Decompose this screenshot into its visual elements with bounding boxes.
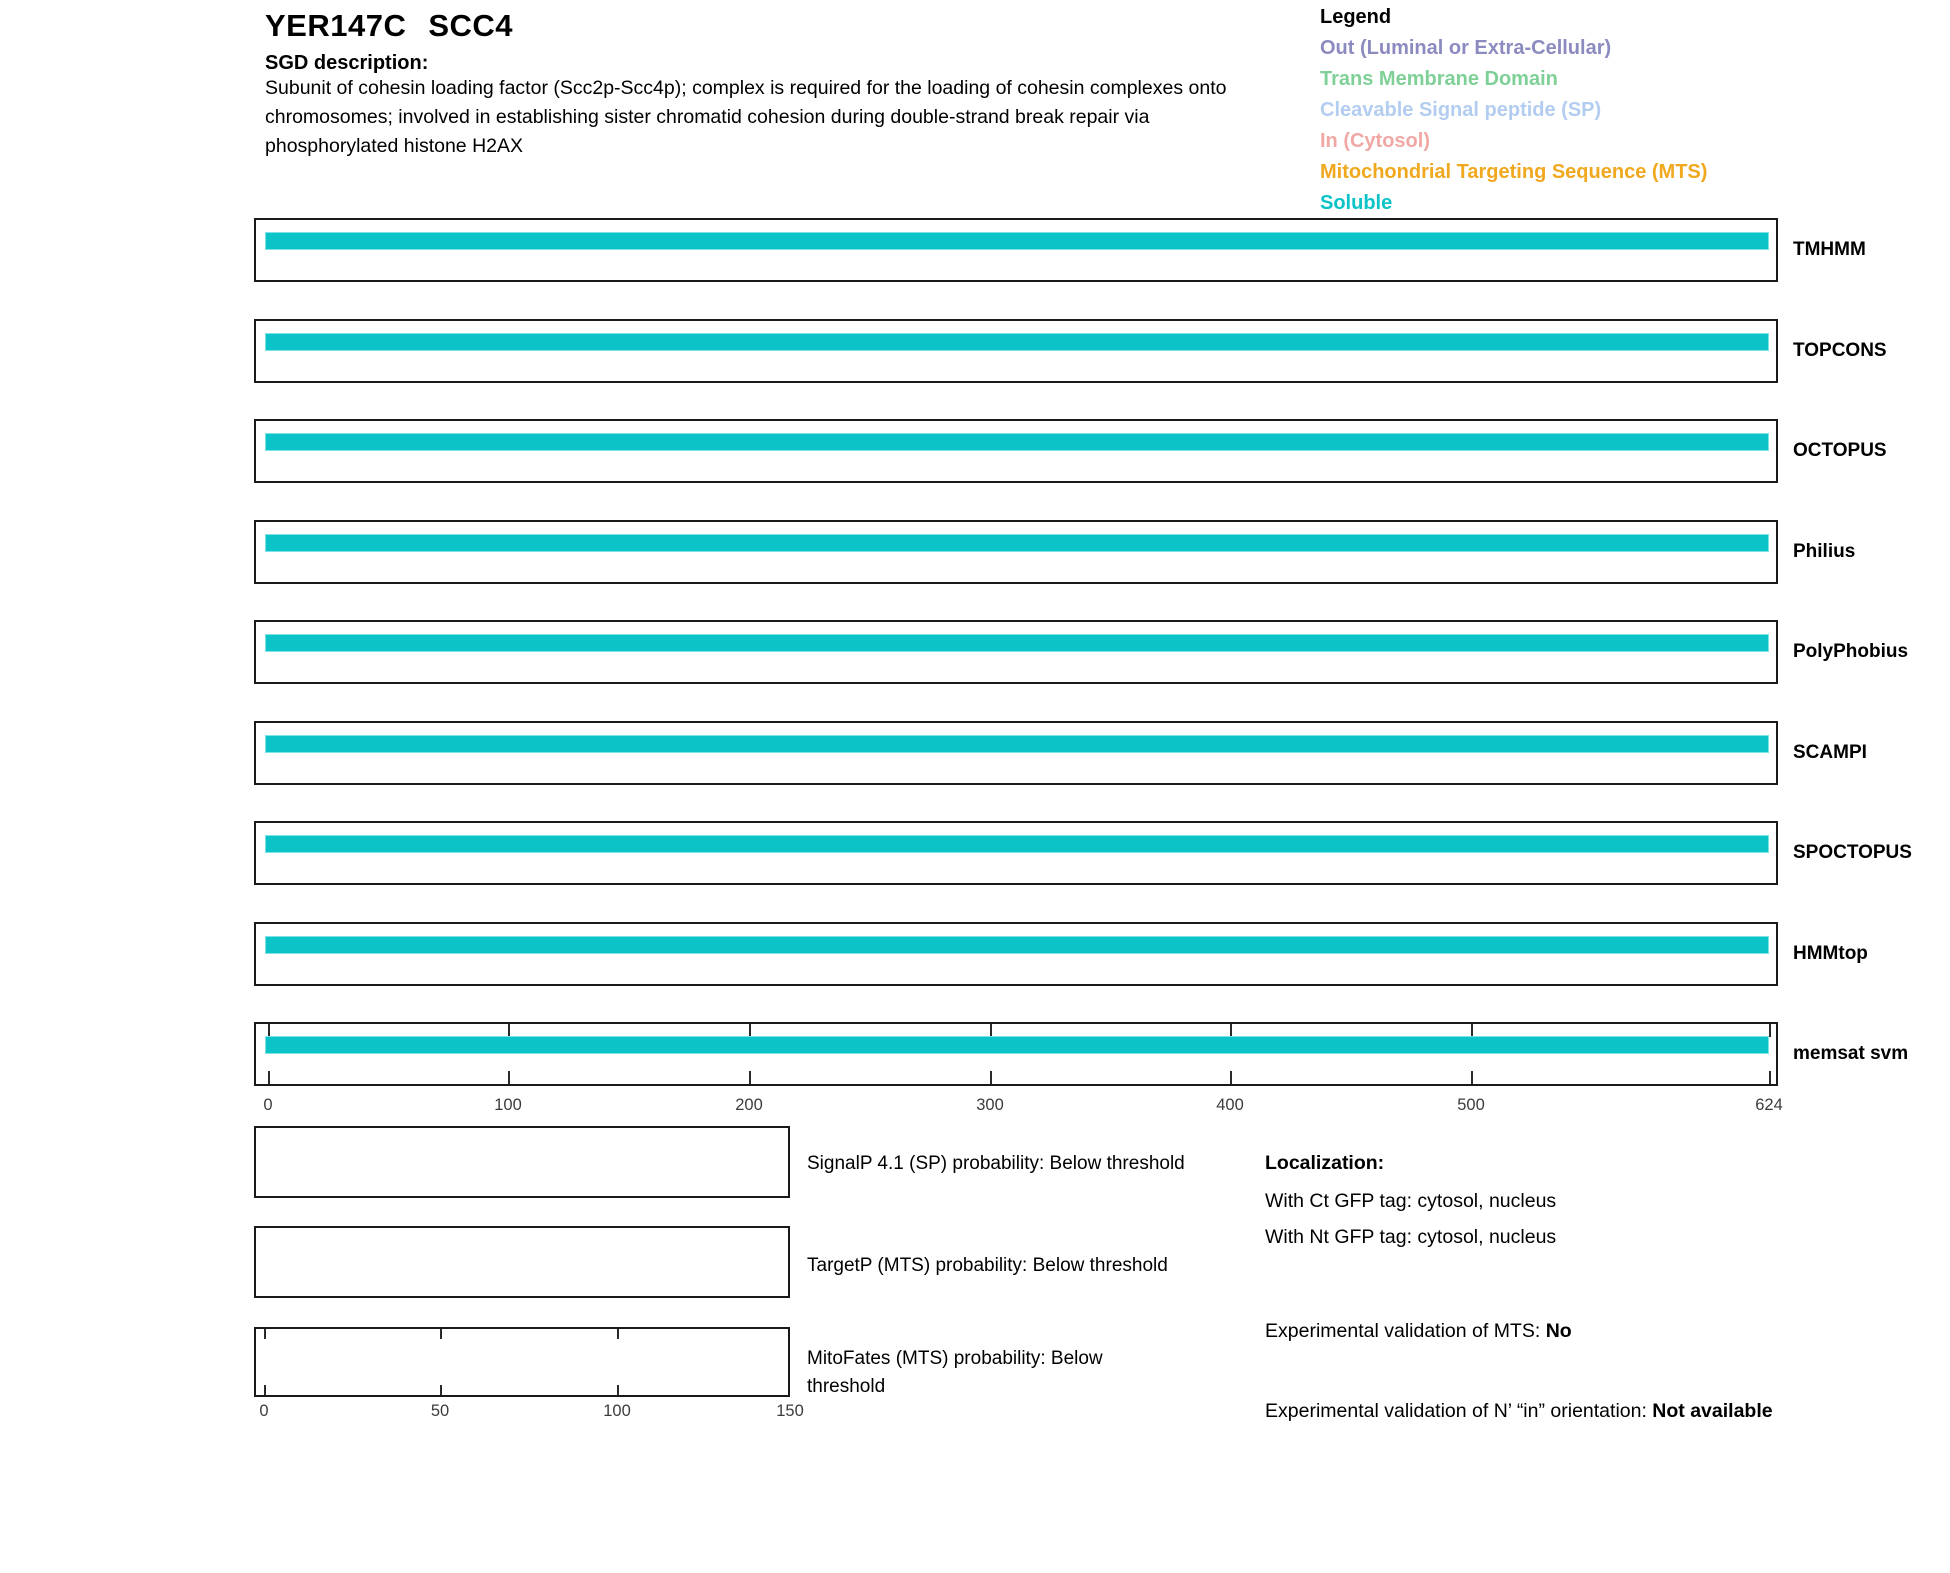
legend-item-trans-membrane: Trans Membrane Domain bbox=[1320, 68, 1558, 90]
axis-tick bbox=[1769, 1071, 1771, 1084]
prob-axis-label-100: 100 bbox=[603, 1402, 631, 1420]
residue-axis-label-500: 500 bbox=[1457, 1096, 1485, 1114]
localization-ct-line: With Ct GFP tag: cytosol, nucleus bbox=[1265, 1190, 1557, 1212]
axis-tick bbox=[440, 1385, 442, 1395]
track-box-polyphobius bbox=[254, 620, 1778, 684]
axis-tick bbox=[508, 1071, 510, 1084]
axis-tick bbox=[617, 1385, 619, 1395]
track-box-topcons bbox=[254, 319, 1778, 383]
prob-axis-label-0: 0 bbox=[259, 1402, 269, 1420]
axis-tick bbox=[440, 1329, 442, 1339]
axis-tick bbox=[990, 1071, 992, 1084]
residue-axis-label-624: 624 bbox=[1755, 1096, 1783, 1114]
mitofates-plot-box bbox=[254, 1327, 790, 1397]
soluble-bar bbox=[265, 1036, 1769, 1054]
soluble-bar bbox=[265, 232, 1769, 250]
prob-axis-label-50: 50 bbox=[430, 1402, 450, 1420]
residue-axis-label-100: 100 bbox=[494, 1096, 522, 1114]
orientation-validation-prefix: Experimental validation of N’ “in” orientation: bbox=[1265, 1400, 1653, 1422]
track-label-spoctopus: SPOCTOPUS bbox=[1793, 842, 1912, 863]
track-label-scampi: SCAMPI bbox=[1793, 742, 1867, 763]
legend-item-in-cytosol: In (Cytosol) bbox=[1320, 130, 1430, 152]
axis-tick bbox=[264, 1329, 266, 1339]
track-label-memsat-svm: memsat svm bbox=[1793, 1043, 1909, 1064]
legend-item-soluble: Soluble bbox=[1320, 192, 1393, 214]
axis-tick bbox=[617, 1329, 619, 1339]
targetp-plot-box bbox=[254, 1226, 790, 1298]
sgd-description-label: SGD description: bbox=[265, 52, 429, 74]
track-box-philius bbox=[254, 520, 1778, 584]
track-box-tmhmm bbox=[254, 218, 1778, 282]
soluble-bar bbox=[265, 835, 1769, 853]
track-label-hmmtop: HMMtop bbox=[1793, 943, 1868, 964]
residue-axis-label-400: 400 bbox=[1216, 1096, 1244, 1114]
legend-item-signal-peptide: Cleavable Signal peptide (SP) bbox=[1320, 99, 1602, 121]
orientation-validation-value: Not available bbox=[1652, 1400, 1773, 1422]
axis-tick bbox=[1471, 1071, 1473, 1084]
orf-name: YER147C bbox=[265, 8, 407, 43]
axis-tick bbox=[749, 1071, 751, 1084]
track-box-spoctopus bbox=[254, 821, 1778, 885]
track-label-polyphobius: PolyPhobius bbox=[1793, 641, 1909, 662]
legend-title: Legend bbox=[1320, 6, 1392, 28]
page-title bbox=[265, 8, 513, 44]
gene-name: SCC4 bbox=[428, 8, 514, 43]
axis-tick bbox=[1230, 1071, 1232, 1084]
residue-axis-label-200: 200 bbox=[735, 1096, 763, 1114]
track-box-memsat-svm bbox=[254, 1022, 1778, 1086]
axis-tick bbox=[1769, 1024, 1771, 1037]
targetp-caption: TargetP (MTS) probability: Below threshold bbox=[807, 1255, 1168, 1276]
legend-item-mts: Mitochondrial Targeting Sequence (MTS) bbox=[1320, 161, 1708, 183]
residue-axis-label-0: 0 bbox=[263, 1096, 273, 1114]
soluble-bar bbox=[265, 936, 1769, 954]
soluble-bar bbox=[265, 735, 1769, 753]
mitofates-caption: MitoFates (MTS) probability: Below threshold bbox=[807, 1348, 1103, 1397]
orientation-validation-line bbox=[1265, 1396, 1780, 1427]
axis-tick bbox=[268, 1071, 270, 1084]
legend bbox=[1320, 2, 1707, 219]
track-label-tmhmm: TMHMM bbox=[1793, 239, 1866, 260]
track-label-topcons: TOPCONS bbox=[1793, 340, 1887, 361]
signalp-caption: SignalP 4.1 (SP) probability: Below threshold bbox=[807, 1153, 1185, 1174]
track-label-philius: Philius bbox=[1793, 541, 1856, 562]
soluble-bar bbox=[265, 433, 1769, 451]
track-box-octopus bbox=[254, 419, 1778, 483]
localization-nt-line: With Nt GFP tag: cytosol, nucleus bbox=[1265, 1226, 1557, 1248]
sgd-description-text: Subunit of cohesin loading factor (Scc2p-Scc4p); complex is required for the loading of cohesin complexes onto chromosomes; involved in establishing sister chromatid cohesion during double-strand break repair via phosphorylated histone H2AX bbox=[265, 77, 1227, 157]
soluble-bar bbox=[265, 634, 1769, 652]
localization-title: Localization: bbox=[1265, 1152, 1385, 1174]
axis-tick bbox=[264, 1385, 266, 1395]
track-label-octopus: OCTOPUS bbox=[1793, 440, 1887, 461]
soluble-bar bbox=[265, 534, 1769, 552]
residue-axis-label-300: 300 bbox=[976, 1096, 1004, 1114]
mts-validation-line bbox=[1265, 1316, 1572, 1347]
mts-validation-value: No bbox=[1545, 1320, 1572, 1342]
mts-validation-prefix: Experimental validation of MTS: bbox=[1265, 1320, 1546, 1342]
soluble-bar bbox=[265, 333, 1769, 351]
signalp-plot-box bbox=[254, 1126, 790, 1198]
track-box-hmmtop bbox=[254, 922, 1778, 986]
prob-axis-label-150: 150 bbox=[776, 1402, 804, 1420]
track-box-scampi bbox=[254, 721, 1778, 785]
legend-item-out: Out (Luminal or Extra-Cellular) bbox=[1320, 37, 1612, 59]
